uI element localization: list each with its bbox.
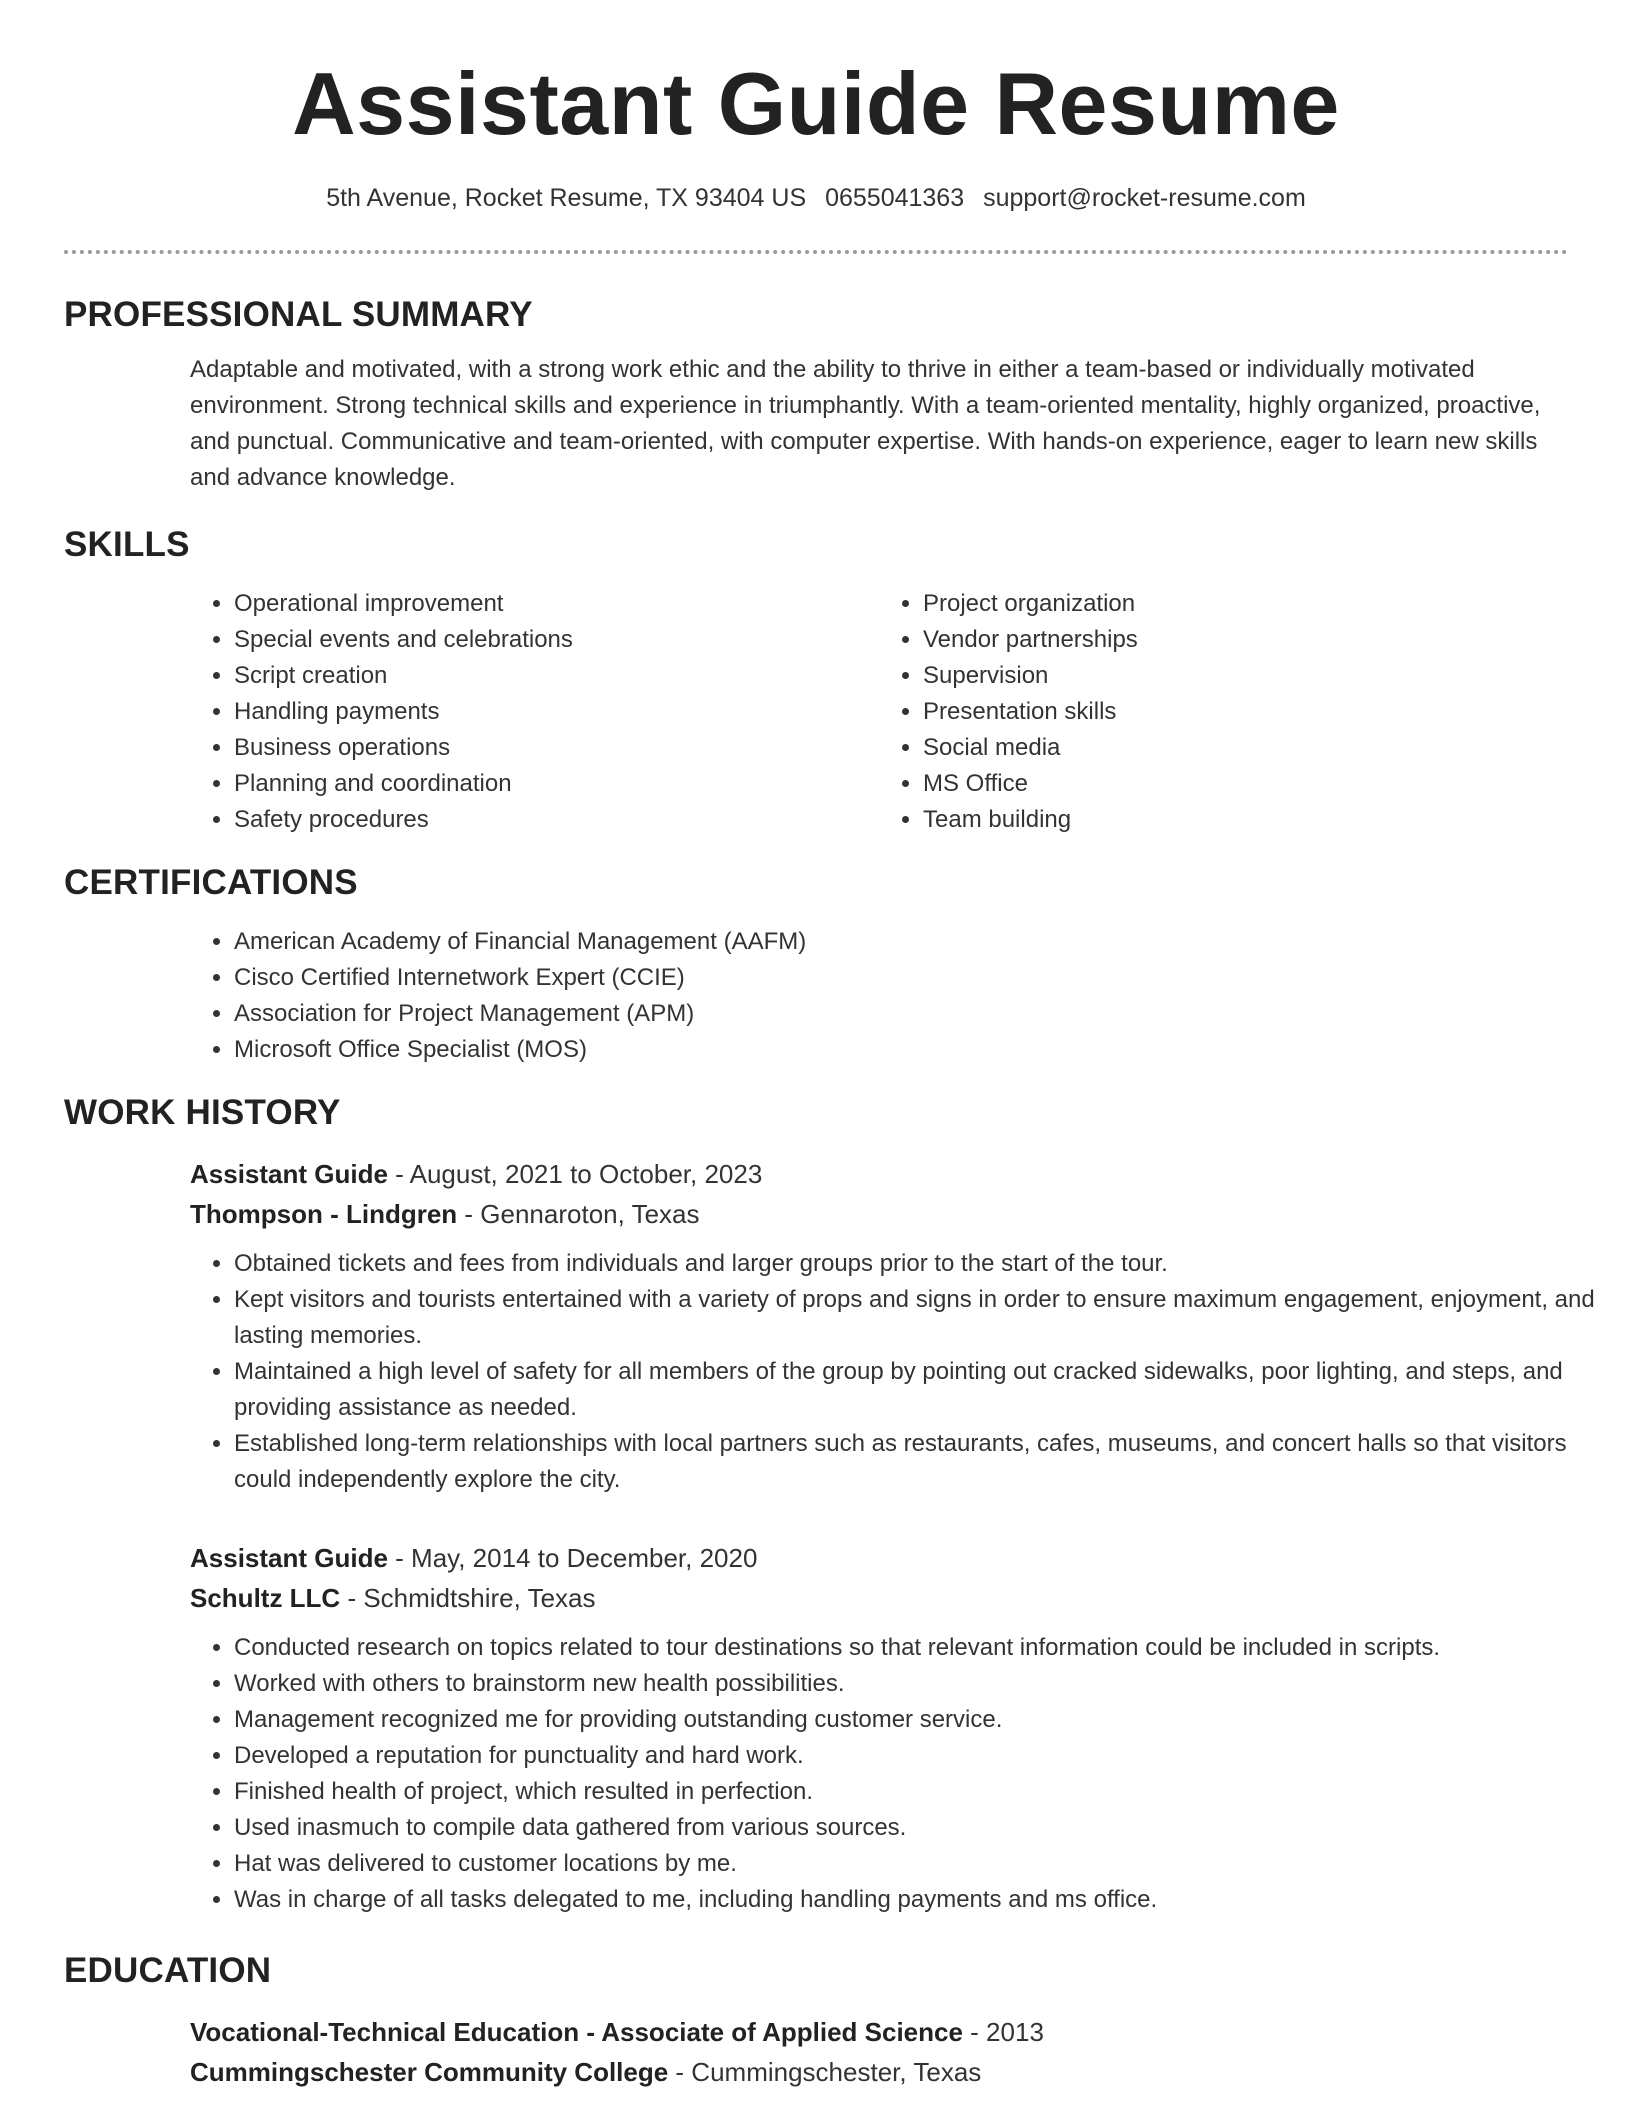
job-duty: • Used inasmuch to compile data gathered from various sources. (234, 1810, 1614, 1846)
job-title-line (190, 1154, 1568, 1194)
skill-item: • Special events and celebrations (234, 622, 879, 658)
skills-list (190, 586, 1568, 838)
job-title-line (190, 1538, 1568, 1578)
header-divider (64, 250, 1568, 254)
address-text: 5th Avenue, Rocket Resume, TX 93404 US (326, 184, 807, 212)
job-duty: • Was in charge of all tasks delegated to me, including handling payments and ms office. (234, 1882, 1614, 1918)
skill-item: • Presentation skills (923, 694, 1568, 730)
job-role: Assistant Guide (190, 1543, 388, 1573)
certification-item: • American Academy of Financial Management (AAFM) (234, 924, 1568, 960)
degree-name: Vocational-Technical Education - Associate of Applied Science (190, 2017, 963, 2047)
skills-column-right (879, 586, 1568, 838)
resume-content (64, 292, 1595, 2092)
school-line (190, 2052, 1568, 2092)
job-company: Thompson - Lindgren (190, 1199, 458, 1229)
school-name: Cummingschester Community College (190, 2057, 669, 2087)
certifications-list (190, 924, 1568, 1068)
resume-title: Assistant Guide Resume (292, 54, 1340, 153)
job-duties (190, 1630, 1614, 1918)
skills-column-left (190, 586, 879, 838)
job-dates: - May, 2014 to December, 2020 (387, 1543, 758, 1573)
skill-item: • Safety procedures (234, 802, 879, 838)
job-entry (190, 1538, 1568, 1918)
job-location: - Schmidtshire, Texas (340, 1583, 596, 1613)
skill-item: • Script creation (234, 658, 879, 694)
job-duty: • Hat was delivered to customer locations by me. (234, 1846, 1614, 1882)
phone-text: 0655041363 (825, 184, 965, 212)
job-company-line (190, 1194, 1568, 1234)
skill-item: • Handling payments (234, 694, 879, 730)
job-duty: • Kept visitors and tourists entertained with a variety of props and signs in order to ensure maximum engagement, enjoyment, and lasting memories. (234, 1282, 1614, 1354)
skill-item: • Team building (923, 802, 1568, 838)
summary-text: Adaptable and motivated, with a strong work ethic and the ability to thrive in either a team-based or individually motivated environment. Strong technical skills and experience in triumphantly. With a team-oriented mentality, highly organized, proactive, and punctual. Communicative and team-oriented, with computer expertise. With hands-on experience, eager to learn new skills and advance knowledge. (190, 356, 1541, 491)
skill-item: • Supervision (923, 658, 1568, 694)
job-company-line (190, 1578, 1568, 1618)
job-duties (190, 1246, 1614, 1498)
job-entry (190, 1154, 1595, 1498)
job-duty: • Established long-term relationships with local partners such as restaurants, cafes, museums, and concert halls so that visitors could independently explore the city. (234, 1426, 1614, 1498)
job-role: Assistant Guide (190, 1159, 388, 1189)
work-history-list (64, 1154, 1595, 1918)
job-duty: • Management recognized me for providing outstanding customer service. (234, 1702, 1614, 1738)
contact-line (0, 180, 1632, 216)
email-link[interactable]: support@rocket-resume.com (983, 184, 1306, 212)
summary-heading: PROFESSIONAL SUMMARY (64, 295, 533, 334)
certifications-heading: CERTIFICATIONS (64, 863, 358, 902)
skill-item: • MS Office (923, 766, 1568, 802)
job-duty: • Finished health of project, which resulted in perfection. (234, 1774, 1614, 1810)
school-location: - Cummingschester, Texas (668, 2057, 982, 2087)
skill-item: • Project organization (923, 586, 1568, 622)
skill-item: • Operational improvement (234, 586, 879, 622)
skills-heading: SKILLS (64, 525, 190, 564)
education-entry (190, 2012, 1568, 2092)
job-duty: • Conducted research on topics related to tour destinations so that relevant information could be included in scripts. (234, 1630, 1614, 1666)
certification-item: • Microsoft Office Specialist (MOS) (234, 1032, 1568, 1068)
job-duty: • Maintained a high level of safety for all members of the group by pointing out cracked sidewalks, poor lighting, and steps, and providing assistance as needed. (234, 1354, 1614, 1426)
certifications-items (190, 924, 1568, 1068)
job-duty: • Worked with others to brainstorm new health possibilities. (234, 1666, 1614, 1702)
skill-item: • Vendor partnerships (923, 622, 1568, 658)
degree-line (190, 2012, 1568, 2052)
degree-year: - 2013 (962, 2017, 1044, 2047)
job-location: - Gennaroton, Texas (457, 1199, 700, 1229)
skill-item: • Business operations (234, 730, 879, 766)
job-dates: - August, 2021 to October, 2023 (387, 1159, 763, 1189)
skill-item: • Social media (923, 730, 1568, 766)
job-duty: • Developed a reputation for punctuality and hard work. (234, 1738, 1614, 1774)
education-heading: EDUCATION (64, 1951, 272, 1990)
skill-item: • Planning and coordination (234, 766, 879, 802)
job-duty: • Obtained tickets and fees from individuals and larger groups prior to the start of the tour. (234, 1246, 1614, 1282)
certification-item: • Association for Project Management (APM) (234, 996, 1568, 1032)
job-company: Schultz LLC (190, 1583, 341, 1613)
certification-item: • Cisco Certified Internetwork Expert (CCIE) (234, 960, 1568, 996)
work-history-heading: WORK HISTORY (64, 1093, 341, 1132)
